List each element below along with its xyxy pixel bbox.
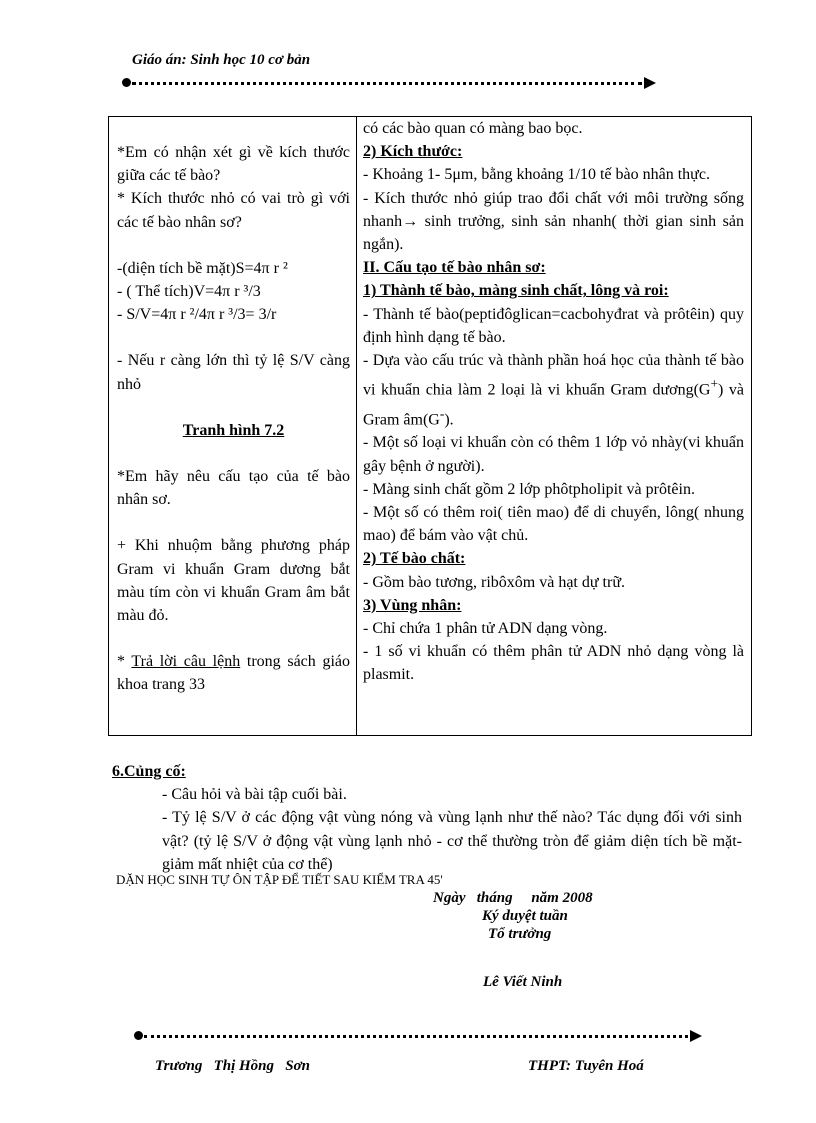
header-divider <box>122 77 656 89</box>
gram-negative-sup: - <box>439 405 445 421</box>
divider-dots <box>132 82 642 85</box>
teacher-activity-column <box>109 117 357 736</box>
divider-arrow-icon <box>690 1030 702 1042</box>
question-size: *Em có nhận xét gì về kích thước giữa các tế bào? <box>117 144 350 185</box>
heading-size: 2) Kích thước: <box>363 143 463 161</box>
footer-divider <box>134 1030 702 1042</box>
document-header-title: Giáo án: Sinh học 10 cơ bản <box>132 52 311 68</box>
gram-text-a: - Dựa vào cấu trúc và thành phần hoá học của thành tế bào vi khuẩn chia làm 2 loại là vi khuẩn Gram dương(G <box>363 352 744 399</box>
signature-name: Lê Viết Ninh <box>483 974 563 990</box>
footer-author: Trương Thị Hồng Sơn <box>155 1058 310 1074</box>
consolidation-section <box>112 760 742 876</box>
flagella-text: - Một số có thêm roi( tiên mao) để di chuyển, lông( nhung mao) để bám vào vật chủ. <box>363 503 744 545</box>
signature-role: Tổ trưởng <box>488 926 552 942</box>
formula-ratio: - S/V=4π r ²/4π r ³/3= 3/r <box>117 306 277 324</box>
picture-reference: Tranh hình 7.2 <box>182 421 285 439</box>
gram-stain-note: + Khi nhuộm bằng phương pháp Gram vi khuẩn Gram dương bắt màu tím còn vi khuẩn Gram âm bắt màu đỏ. <box>117 537 350 625</box>
cytoplasm-text: - Gồm bào tương, ribôxôm và hạt dự trữ. <box>363 573 625 591</box>
answer-link-text: Trả lời câu lệnh <box>131 653 241 671</box>
section6-line-2: - Tỷ lệ S/V ở các động vật vùng nóng và vùng lạnh như thế nào? Tác dụng đối với sinh vật? (tỷ lệ S/V ở động vật vùng lạnh nhỏ - cơ thể thường tròn để giảm diện tích bề mặt- giảm mất nhiệt của cơ thể) <box>162 809 742 873</box>
question-structure: *Em hãy nêu cấu tạo của tế bào nhân sơ. <box>117 468 350 509</box>
heading-cell-wall: 1) Thành tế bào, màng sinh chất, lông và roi: <box>363 282 669 300</box>
content-column <box>357 117 752 736</box>
heading-nucleoid: 3) Vùng nhân: <box>363 596 462 614</box>
size-benefit: - Kích thước nhỏ giúp trao đổi chất với môi trường sống nhanh→ sinh trưởng, sinh sản nhanh( thời gian sinh sản ngắn). <box>363 189 744 254</box>
formula-volume: - ( Thể tích)V=4π r ³/3 <box>117 283 261 301</box>
answer-suffix: trong sách giáo khoa trang 33 <box>117 653 355 694</box>
signature-date: Ngày tháng năm 2008 <box>433 890 593 906</box>
divider-dot <box>134 1031 143 1040</box>
section6-heading: 6.Củng cố: <box>112 763 186 780</box>
heading-cytoplasm: 2) Tế bào chất: <box>363 550 466 568</box>
signature-approve: Ký duyệt tuần <box>482 908 568 924</box>
divider-dots <box>144 1035 688 1038</box>
lesson-table <box>108 116 752 736</box>
section6-line-1: - Câu hỏi và bài tập cuối bài. <box>162 786 347 804</box>
homework-notice: DẶN HỌC SINH TỰ ÔN TẬP ĐỂ TIẾT SAU KIỂM TRA 45' <box>116 872 443 887</box>
formula-surface: -(diện tích bề mặt)S=4π r ² <box>117 259 288 277</box>
organelle-note: có các bào quan có màng bao bọc. <box>363 120 583 137</box>
divider-arrow-icon <box>644 77 656 89</box>
gram-classification <box>363 349 744 431</box>
question-role: * Kích thước nhỏ có vai trò gì với các tế bào nhân sơ? <box>117 190 350 231</box>
nucleoid-dna-text: - Chỉ chứa 1 phân tử ADN dạng vòng. <box>363 619 608 637</box>
footer-school: THPT: Tuyên Hoá <box>528 1058 644 1074</box>
ratio-note: - Nếu r càng lớn thì tỷ lệ S/V càng nhỏ <box>117 352 350 393</box>
plasmid-text: - 1 số vi khuẩn có thêm phân tử ADN nhỏ dạng vòng là plasmit. <box>363 643 744 684</box>
membrane-text: - Màng sinh chất gồm 2 lớp phôtpholipit và prôtêin. <box>363 480 695 498</box>
gram-positive-sup: + <box>710 376 718 392</box>
gram-text-c: ). <box>444 411 454 429</box>
heading-structure: II. Cấu tạo tế bào nhân sơ: <box>363 259 546 277</box>
cell-wall-text: - Thành tế bào(peptiđôglican=cacbohyđrat và prôtêin) quy định hình dạng tế bào. <box>363 305 744 346</box>
divider-dot <box>122 78 131 87</box>
gram-text-b: ) và Gram âm(G <box>363 381 745 429</box>
answer-instruction <box>117 650 355 696</box>
capsule-text: - Một số loại vi khuẩn còn có thêm 1 lớp vỏ nhày(vi khuẩn gây bệnh ở người). <box>363 434 744 475</box>
size-range: - Khoảng 1- 5μm, bằng khoảng 1/10 tế bào nhân thực. <box>363 166 710 184</box>
answer-prefix: * <box>117 653 132 671</box>
